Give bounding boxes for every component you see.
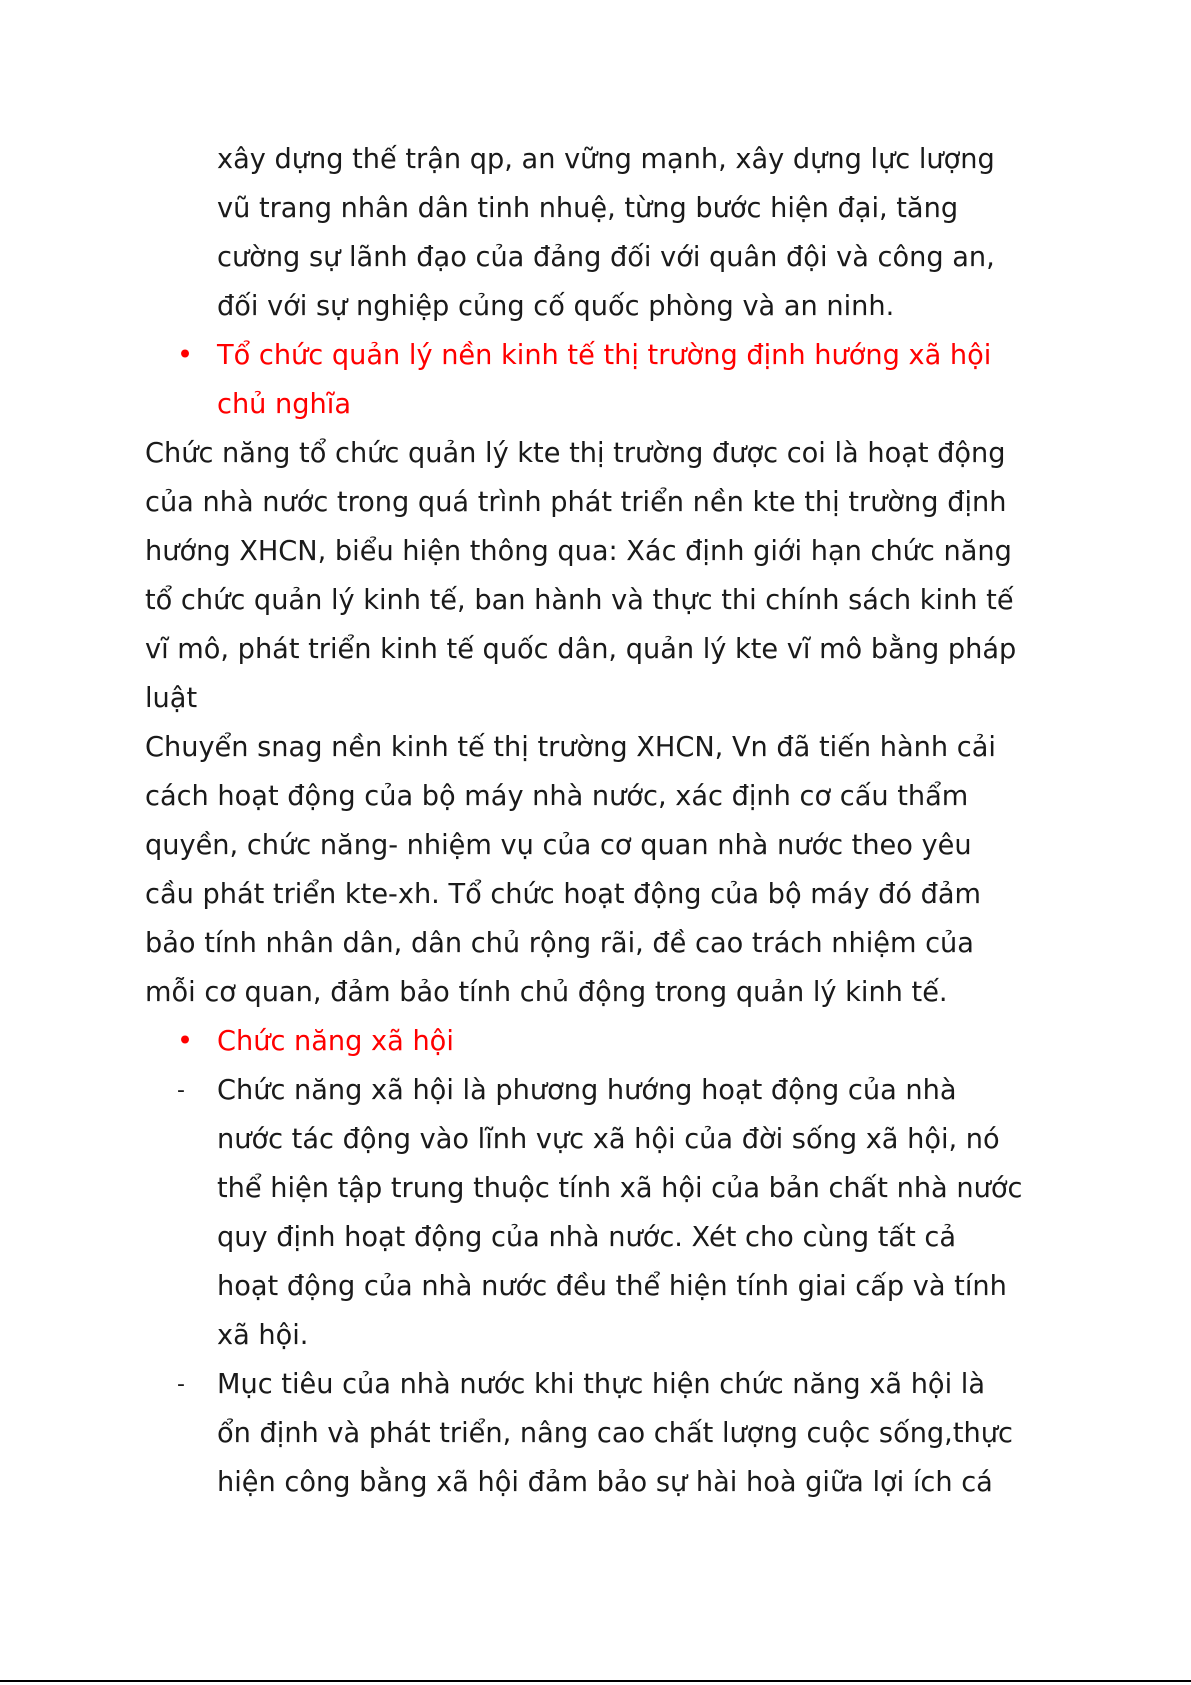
paragraph-market-transition: [145, 723, 1065, 1017]
text-line: bảo tính nhân dân, dân chủ rộng rãi, đề cao trách nhiệm của: [145, 928, 974, 959]
text-line: cường sự lãnh đạo của đảng đối với quân đội và công an,: [217, 242, 995, 273]
text-line: nước tác động vào lĩnh vực xã hội của đời sống xã hội, nó: [217, 1124, 1000, 1155]
heading-market-economy: [145, 331, 1047, 429]
text-line: tổ chức quản lý kinh tế, ban hành và thực thi chính sách kinh tế: [145, 585, 1014, 616]
continuation-paragraph: [145, 135, 1047, 331]
text-line: xã hội.: [217, 1320, 309, 1351]
dash-item-social-goal: [145, 1360, 1047, 1507]
text-line: hướng XHCN, biểu hiện thông qua: Xác định giới hạn chức năng: [145, 536, 1012, 567]
text-line: quy định hoạt động của nhà nước. Xét cho cùng tất cả: [217, 1222, 956, 1253]
heading-line: chủ nghĩa: [217, 389, 351, 420]
text-line: Mục tiêu của nhà nước khi thực hiện chức năng xã hội là: [217, 1369, 985, 1400]
text-line: xây dựng thế trận qp, an vững mạnh, xây dựng lực lượng: [217, 144, 995, 175]
text-line: hiện công bằng xã hội đảm bảo sự hài hoà giữa lợi ích cá: [217, 1467, 993, 1498]
text-line: Chuyển snag nền kinh tế thị trường XHCN, Vn đã tiến hành cải: [145, 732, 996, 763]
dash-marker: -: [177, 1372, 185, 1397]
text-line: đối với sự nghiệp củng cố quốc phòng và an ninh.: [217, 291, 895, 322]
text-line: hoạt động của nhà nước đều thể hiện tính giai cấp và tính: [217, 1271, 1007, 1302]
text-line: luật: [145, 683, 198, 714]
text-line: vĩ mô, phát triển kinh tế quốc dân, quản lý kte vĩ mô bằng pháp: [145, 634, 1017, 665]
text-line: ổn định và phát triển, nâng cao chất lượng cuộc sống,thực: [217, 1418, 1013, 1449]
bullet-marker: •: [177, 340, 194, 371]
text-line: cầu phát triển kte-xh. Tổ chức hoạt động của bộ máy đó đảm: [145, 879, 982, 910]
text-line: Chức năng tổ chức quản lý kte thị trường được coi là hoạt động: [145, 438, 1006, 469]
text-line: cách hoạt động của bộ máy nhà nước, xác định cơ cấu thẩm: [145, 781, 969, 812]
heading-social-function: [145, 1017, 1047, 1066]
text-line: quyền, chức năng- nhiệm vụ của cơ quan nhà nước theo yêu: [145, 830, 972, 861]
text-line: Chức năng xã hội là phương hướng hoạt động của nhà: [217, 1075, 957, 1106]
heading-line: Tổ chức quản lý nền kinh tế thị trường định hướng xã hội: [217, 340, 992, 371]
dash-marker: -: [177, 1078, 185, 1103]
text-line: mỗi cơ quan, đảm bảo tính chủ động trong quản lý kinh tế.: [145, 977, 948, 1008]
text-line: của nhà nước trong quá trình phát triển nền kte thị trường định: [145, 487, 1007, 518]
text-line: thể hiện tập trung thuộc tính xã hội của bản chất nhà nước: [217, 1173, 1023, 1204]
page-bottom-rule: [0, 1680, 1191, 1682]
document-body: [145, 135, 1065, 1507]
dash-item-social-definition: [145, 1066, 1047, 1360]
text-line: vũ trang nhân dân tinh nhuệ, từng bước hiện đại, tăng: [217, 193, 959, 224]
heading-line: Chức năng xã hội: [217, 1026, 454, 1057]
paragraph-market-function: [145, 429, 1065, 723]
bullet-marker: •: [177, 1026, 194, 1057]
